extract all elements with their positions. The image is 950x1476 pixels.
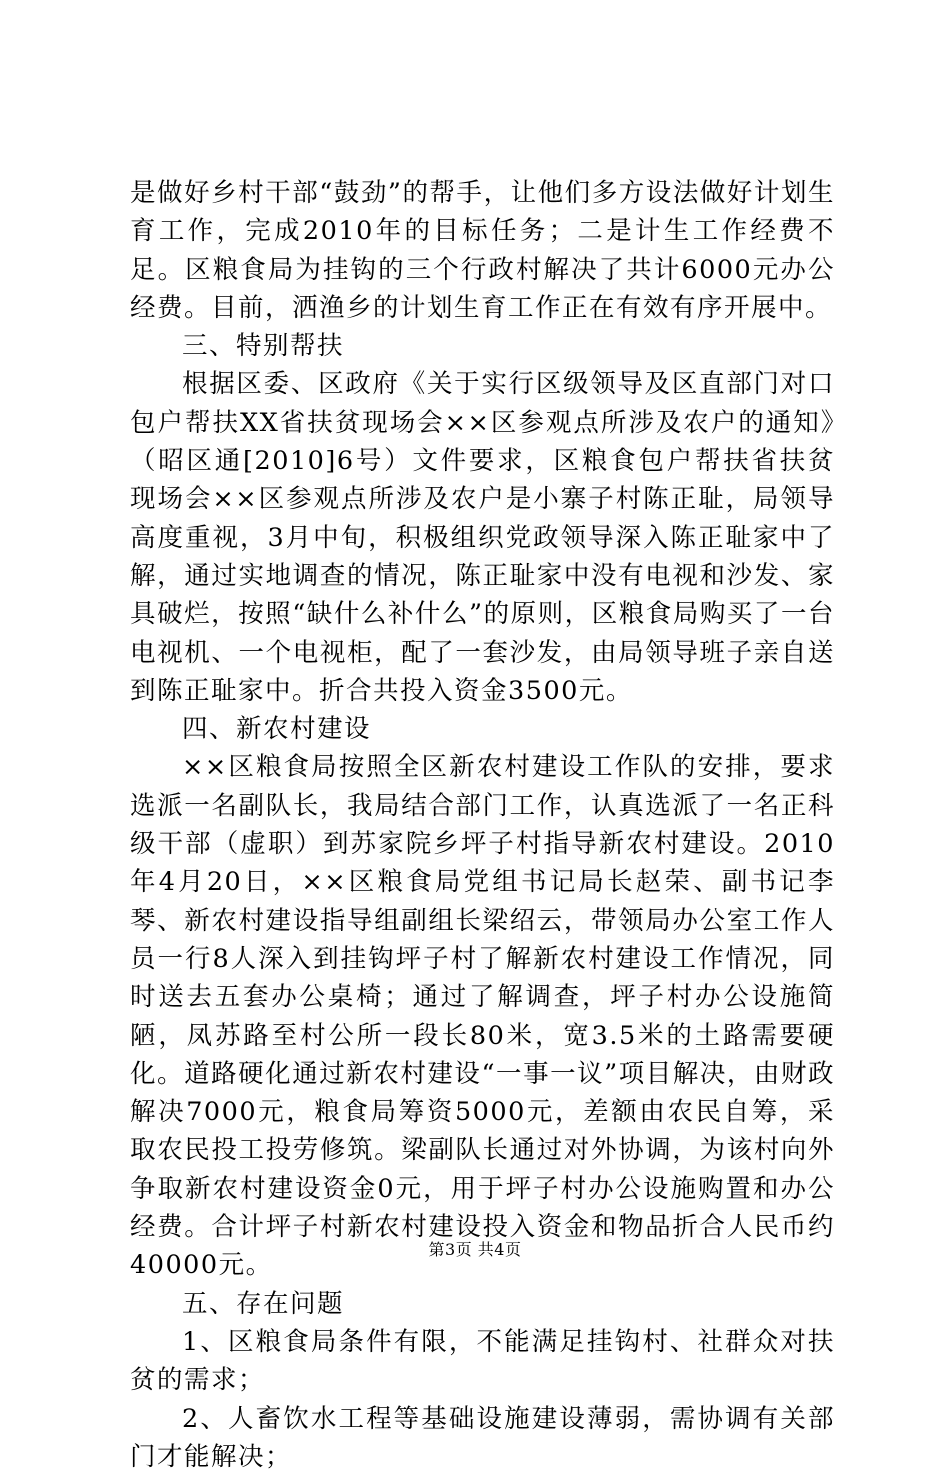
paragraph-special-assistance: 根据区委、区政府《关于实行区级领导及区直部门对口包户帮扶XX省扶贫现场会××区参观点所涉及农户的通知》（昭区通[2010]6号）文件要求，区粮食包户帮扶省扶贫现场会××区参观点所涉及农户是小寨子村陈正耻，局领导高度重视，3月中旬，积极组织党政领导深入陈正耻家中了解，通过实地调查的情况，陈正耻家中没有电视和沙发、家具破烂，按照“缺什么补什么”的原则，区粮食局购买了一台电视机、一个电视柜，配了一套沙发，由局领导班子亲自送到陈正耻家中。折合共投入资金3500元。 — [130, 365, 835, 710]
section-heading-problems: 五、存在问题 — [130, 1285, 835, 1323]
list-item-problem-1: 1、区粮食局条件有限，不能满足挂钩村、社群众对扶贫的需求； — [130, 1323, 835, 1400]
page-footer: 第3页 共4页 — [0, 1240, 950, 1260]
document-body — [130, 174, 835, 1476]
section-heading-special-assistance: 三、特别帮扶 — [130, 327, 835, 365]
paragraph-continuation: 是做好乡村干部“鼓劲”的帮手，让他们多方设法做好计划生育工作，完成2010年的目标任务；二是计生工作经费不足。区粮食局为挂钩的三个行政村解决了共计6000元办公经费。目前，洒渔乡的计划生育工作正在有效有序开展中。 — [130, 174, 835, 327]
list-item-problem-2: 2、人畜饮水工程等基础设施建设薄弱，需协调有关部门才能解决； — [130, 1400, 835, 1476]
paragraph-new-countryside: ××区粮食局按照全区新农村建设工作队的安排，要求选派一名副队长，我局结合部门工作，认真选派了一名正科级干部（虚职）到苏家院乡坪子村指导新农村建设。2010年4月20日，××区粮食局党组书记局长赵荣、副书记李琴、新农村建设指导组副组长梁绍云，带领局办公室工作人员一行8人深入到挂钩坪子村了解新农村建设工作情况，同时送去五套办公桌椅；通过了解调查，坪子村办公设施简陋，凤苏路至村公所一段长80米，宽3.5米的土路需要硬化。道路硬化通过新农村建设“一事一议”项目解决，由财政解决7000元，粮食局筹资5000元，差额由农民自筹，采取农民投工投劳修筑。梁副队长通过对外协调，为该村向外争取新农村建设资金0元，用于坪子村办公设施购置和办公经费。合计坪子村新农村建设投入资金和物品折合人民币约40000元。 — [130, 748, 835, 1284]
section-heading-new-countryside: 四、新农村建设 — [130, 710, 835, 748]
